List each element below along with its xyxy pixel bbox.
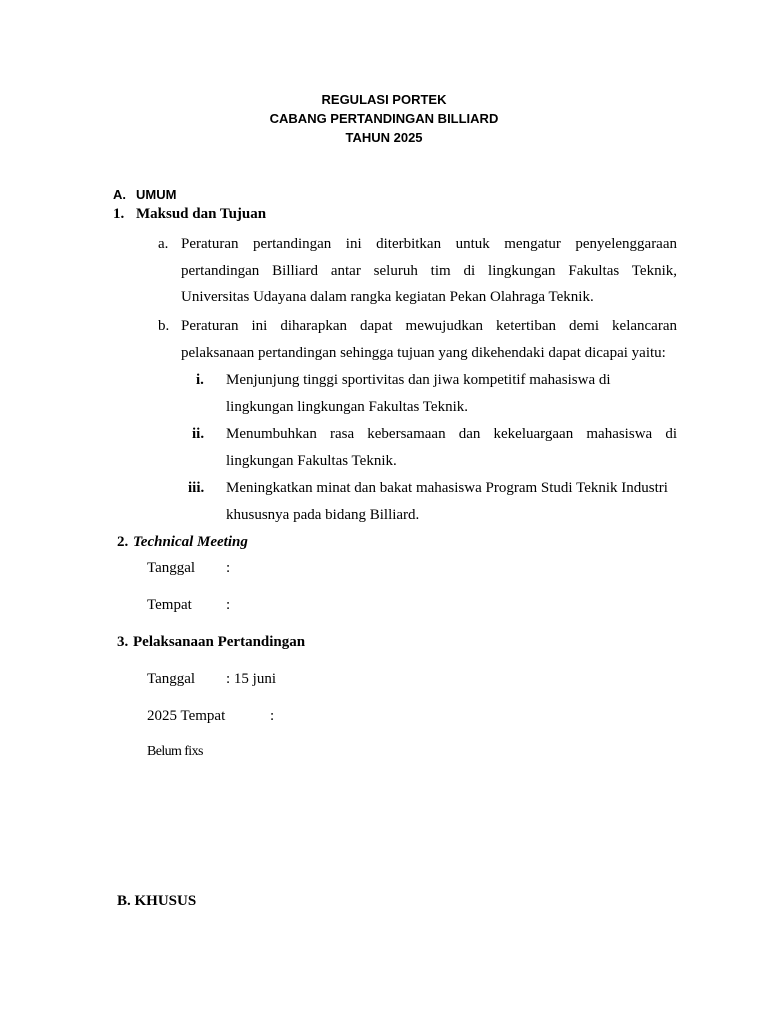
subpoint-iii-marker: iii. <box>188 480 205 496</box>
point-a-marker: a. <box>158 236 169 252</box>
match-date-label: Tanggal <box>147 671 196 687</box>
subpoint-ii-marker: ii. <box>192 426 205 442</box>
point-b-line-1: Peraturan ini diharapkan dapat mewujudkan ketertiban demi kelancaran <box>181 318 677 334</box>
item-3-title: Pelaksanaan Pertandingan <box>133 634 306 650</box>
point-b-marker: b. <box>158 318 170 334</box>
tm-place-value: : <box>226 597 231 613</box>
doc-title-line-1: REGULASI PORTEK <box>321 92 447 107</box>
point-a-line-1: Peraturan pertandingan ini diterbitkan untuk mengatur penyelenggaraan <box>181 236 677 252</box>
subpoint-i-line-2: lingkungan lingkungan Fakultas Teknik. <box>226 399 468 415</box>
subpoint-i-line-1: Menjunjung tinggi sportivitas dan jiwa kompetitif mahasiswa di <box>226 372 611 388</box>
match-place-colon: : <box>270 708 275 724</box>
item-2-title: Technical Meeting <box>133 534 248 550</box>
subpoint-i-marker: i. <box>196 372 204 388</box>
subpoint-ii-line-2: lingkungan Fakultas Teknik. <box>226 453 397 469</box>
match-place-line: 2025 Tempat <box>147 708 226 724</box>
match-note: Belum fixs <box>147 744 203 759</box>
item-3-number: 3. <box>117 634 129 650</box>
tm-place-label: Tempat <box>147 597 192 613</box>
doc-title-line-3: TAHUN 2025 <box>345 130 423 145</box>
item-1-title: Maksud dan Tujuan <box>136 206 267 222</box>
section-b-title: B. KHUSUS <box>117 893 197 909</box>
point-b-line-2: pelaksanaan pertandingan sehingga tujuan yang dikehendaki dapat dicapai yaitu: <box>181 345 666 361</box>
doc-title-line-2: CABANG PERTANDINGAN BILLIARD <box>269 111 499 126</box>
subpoint-ii-line-1: Menumbuhkan rasa kebersamaan dan kekeluargaan mahasiswa di <box>226 426 677 442</box>
tm-date-value: : <box>226 560 231 576</box>
match-date-value: : 15 juni <box>226 671 277 687</box>
section-a-title: UMUM <box>136 187 177 202</box>
subpoint-iii-line-2: khususnya pada bidang Billiard. <box>226 507 420 523</box>
item-1-number: 1. <box>113 206 125 222</box>
item-2-number: 2. <box>117 534 129 550</box>
section-a-letter: A. <box>113 187 126 202</box>
subpoint-iii-line-1: Meningkatkan minat dan bakat mahasiswa Program Studi Teknik Industri <box>226 480 668 496</box>
point-a-line-3: Universitas Udayana dalam rangka kegiatan Pekan Olahraga Teknik. <box>181 289 594 305</box>
point-a-line-2: pertandingan Billiard antar seluruh tim di lingkungan Fakultas Teknik, <box>181 263 677 279</box>
tm-date-label: Tanggal <box>147 560 196 576</box>
